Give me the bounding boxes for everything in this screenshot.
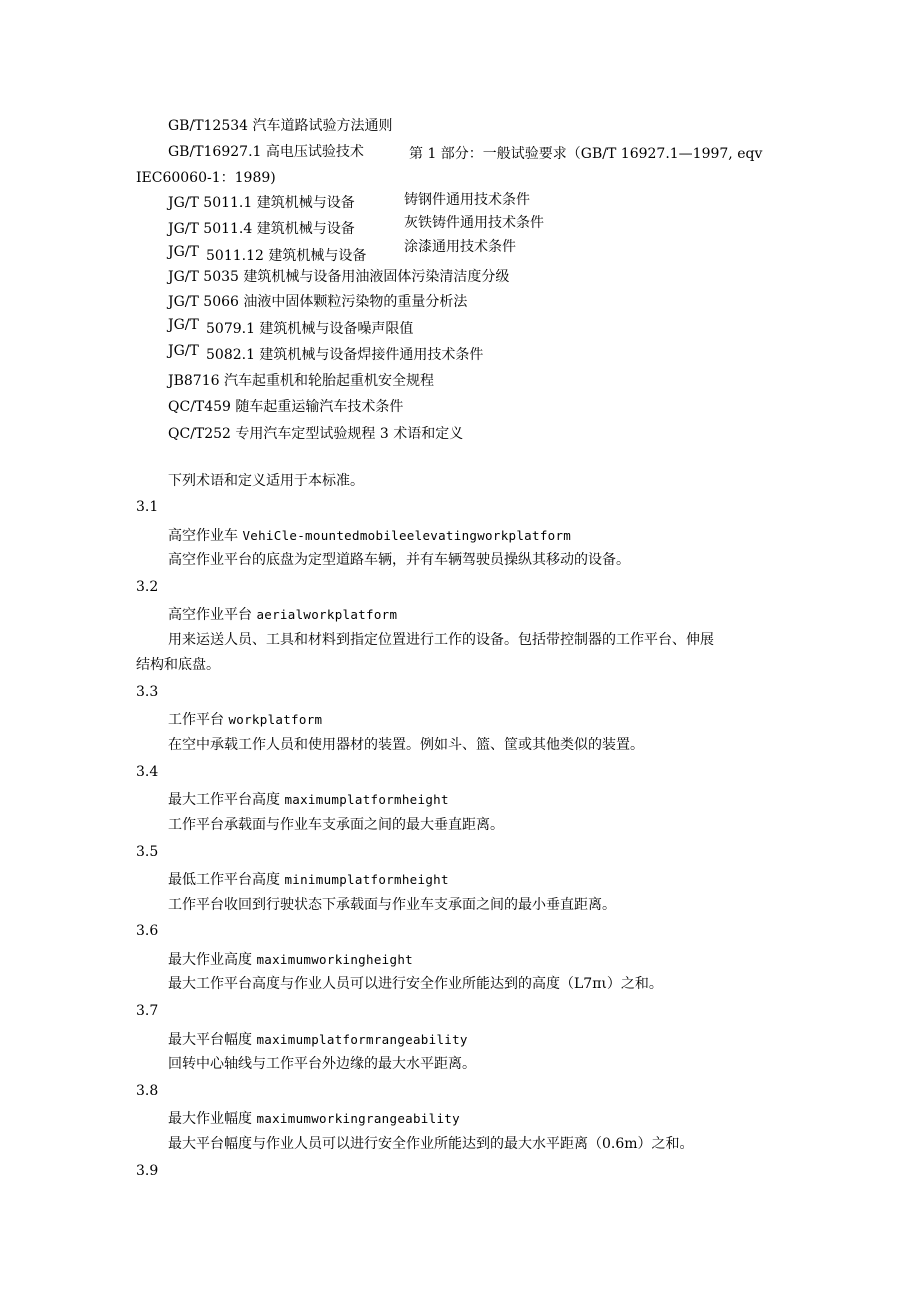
ref-jgt5011-4: JG/T 5011.4 建筑机械与设备 [168,221,355,237]
ref-jgt5011-4-title: 灰铁铸件通用技术条件 [404,215,544,231]
term-name: 高空作业车 [168,528,238,544]
term-heading [168,871,449,889]
term-definition: 最大工作平台高度与作业人员可以进行安全作业所能达到的高度（L7πι）之和。 [168,976,663,992]
ref-iec60060: IEC60060-1：1989) [136,170,276,186]
term-english: workplatform [228,712,323,727]
term-number: 3.7 [136,1003,159,1019]
ref-gbt12534: GB/T12534 汽车道路试验方法通则 [168,118,393,134]
term-definition: 用来运送人员、工具和材料到指定位置进行工作的设备。包括带控制器的工作平台、伸展 [168,632,714,648]
term-english: maximumplatformheight [284,792,449,807]
term-english: minimumplatformheight [284,872,449,887]
ref-jgt5066: JG/T 5066 油液中固体颗粒污染物的重量分析法 [168,294,468,310]
term-heading [168,606,397,624]
ref-jgt5011-12: 5011.12 建筑机械与设备 [206,248,367,264]
ref-jgt-prefix-1: JG/T [168,244,199,260]
ref-jgt5079-1: 5079.1 建筑机械与设备噪声限值 [206,321,414,337]
term-english: maximumworkingrangeability [256,1111,460,1126]
term-definition: 高空作业平台的底盘为定型道路车辆，并有车辆驾驶员操纵其移动的设备。 [168,552,630,568]
term-number: 3.4 [136,764,159,780]
ref-jgt5082-1: 5082.1 建筑机械与设备焊接件通用技术条件 [206,347,484,363]
term-number: 3.9 [136,1163,159,1179]
term-name: 最大平台幅度 [168,1032,252,1048]
term-definition: 回转中心轴线与工作平台外边缘的最大水平距离。 [168,1056,476,1072]
term-name: 工作平台 [168,712,224,728]
term-heading [168,791,449,809]
ref-qct252-and-section-3-heading: QC/T252 专用汽车定型试验规程 3 术语和定义 [168,426,464,442]
ref-jgt5011-12-title: 涂漆通用技术条件 [404,239,516,255]
term-number: 3.8 [136,1083,159,1099]
term-definition: 工作平台收回到行驶状态下承载面与作业车支承面之间的最小垂直距离。 [168,897,616,913]
term-definition: 工作平台承载面与作业车支承面之间的最大垂直距离。 [168,817,504,833]
term-number: 3.1 [136,499,159,515]
term-definition: 在空中承载工作人员和使用器材的装置。例如斗、篮、筐或其他类似的装置。 [168,737,644,753]
term-name: 最大作业幅度 [168,1111,252,1127]
term-definition-cont: 结构和底盘。 [136,657,220,673]
term-name: 最大工作平台高度 [168,792,280,808]
term-english: maximumworkingheight [256,952,413,967]
ref-jgt-prefix-3: JG/T [168,343,199,359]
terms-intro: 下列术语和定义适用于本标准。 [168,473,364,489]
ref-jgt5011-1-title: 铸钢件通用技术条件 [404,192,530,208]
ref-qct459: QC/T459 随车起重运输汽车技术条件 [168,399,404,415]
ref-gbt16927-1: GB/T16927.1 高电压试验技术 [168,144,364,160]
term-name: 高空作业平台 [168,607,252,623]
term-heading [168,1031,468,1049]
ref-jgt-prefix-2: JG/T [168,317,199,333]
term-english: aerialworkplatform [256,607,398,622]
term-english: maximumplatformrangeability [256,1032,468,1047]
term-number: 3.5 [136,844,159,860]
term-name: 最大作业高度 [168,952,252,968]
term-heading [168,951,413,969]
term-heading [168,1110,460,1128]
ref-jgt5035: JG/T 5035 建筑机械与设备用油液固体污染清洁度分级 [168,269,510,285]
term-name: 最低工作平台高度 [168,872,280,888]
term-definition: 最大平台幅度与作业人员可以进行安全作业所能达到的最大水平距离（0.6m）之和。 [168,1136,694,1152]
term-heading [168,527,571,545]
term-number: 3.6 [136,923,159,939]
term-english: VehiCle-mountedmobileelevatingworkplatform [242,528,572,543]
term-number: 3.2 [136,579,159,595]
ref-jb8716: JB8716 汽车起重机和轮胎起重机安全规程 [168,373,434,389]
ref-jgt5011-1: JG/T 5011.1 建筑机械与设备 [168,195,355,211]
term-number: 3.3 [136,684,159,700]
ref-gbt16927-1-part: 第 1 部分：一般试验要求（GB/T 16927.1—1997, eqv [409,146,763,162]
term-heading [168,711,322,729]
